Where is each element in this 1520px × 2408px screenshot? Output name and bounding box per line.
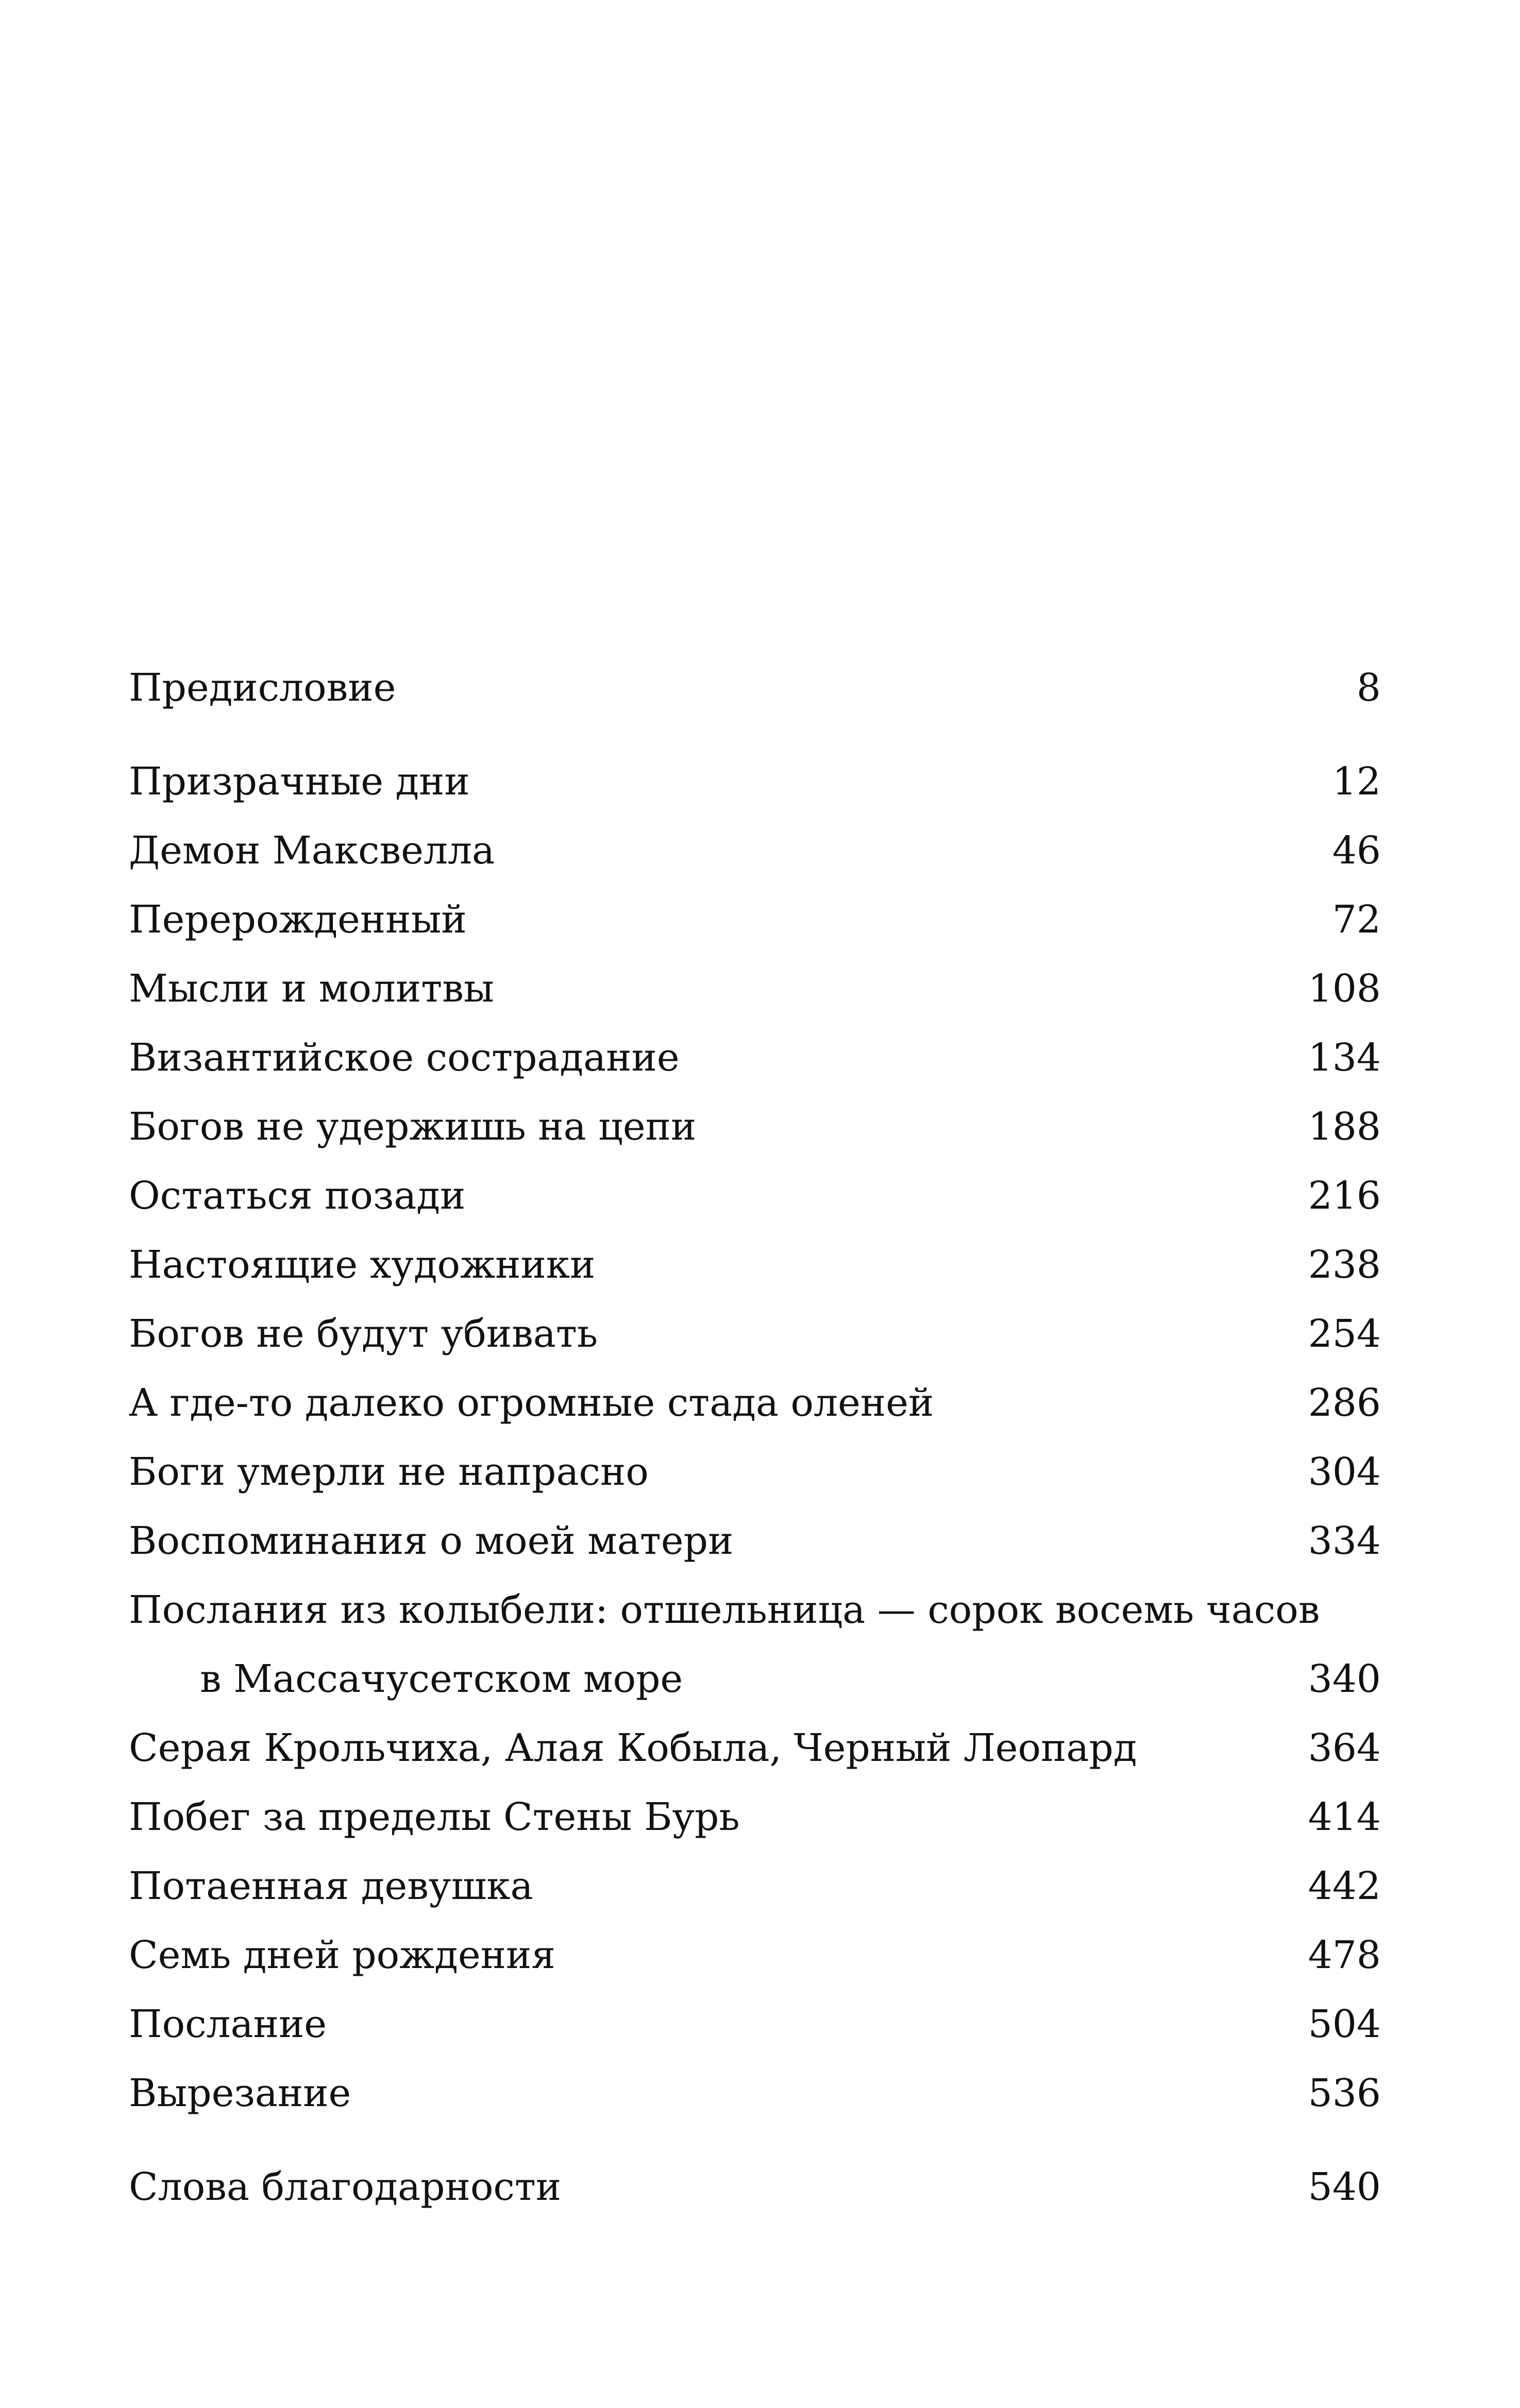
toc-entry-title: Настоящие художники (129, 1243, 596, 1287)
toc-entry (129, 747, 1381, 816)
toc-entry (129, 1161, 1381, 1230)
toc-entry-title: Богов не удержишь на цепи (129, 1105, 697, 1149)
toc-entry (129, 1023, 1381, 1092)
toc-entry-page: 8 (1356, 666, 1381, 710)
toc-entry-title: Серая Крольчиха, Алая Кобыла, Черный Леопард (129, 1726, 1137, 1770)
toc-entry-page: 364 (1308, 1726, 1381, 1770)
toc-entry-title: Мысли и молитвы (129, 966, 494, 1011)
toc-entry-page: 478 (1308, 1933, 1381, 1977)
toc-entry-page: 72 (1332, 897, 1381, 942)
toc-entry (129, 816, 1381, 885)
toc-entry-first-line (129, 1575, 1381, 1644)
toc-entry-page: 134 (1308, 1036, 1381, 1080)
toc-entry-continuation (129, 1644, 1381, 1714)
toc-entry (129, 1368, 1381, 1437)
toc-entry-acknowledgements (129, 2152, 1381, 2222)
toc-entry-title: Вырезание (129, 2071, 351, 2115)
toc-entry-page: 442 (1308, 1864, 1381, 1908)
toc-entry-title: Побег за пределы Стены Бурь (129, 1795, 740, 1839)
toc-entry-title: Послание (129, 2002, 327, 2046)
table-of-contents (129, 653, 1381, 2222)
toc-entry-title: Потаенная девушка (129, 1864, 533, 1908)
toc-entry-title: Призрачные дни (129, 759, 470, 804)
toc-entry-title: Демон Максвелла (129, 828, 495, 873)
toc-entry (129, 1437, 1381, 1506)
toc-entry-title: А где-то далеко огромные стада оленей (129, 1381, 934, 1425)
toc-entry (129, 1299, 1381, 1368)
toc-entry-title: Боги умерли не напрасно (129, 1450, 649, 1494)
toc-entry-page: 340 (1308, 1657, 1381, 1701)
toc-entry-preface (129, 653, 1381, 722)
toc-entry-title: Остаться позади (129, 1174, 466, 1218)
toc-entry-title: Перерожденный (129, 897, 467, 942)
toc-entry-title: Семь дней рождения (129, 1933, 555, 1977)
toc-entry-title: Богов не будут убивать (129, 1312, 598, 1356)
toc-entry-page: 286 (1308, 1381, 1381, 1425)
toc-entry-title: Слова благодарности (129, 2165, 562, 2209)
toc-entry-page: 12 (1332, 759, 1381, 804)
toc-entry-page: 536 (1308, 2071, 1381, 2115)
toc-entry (129, 1092, 1381, 1161)
toc-entry (129, 1990, 1381, 2059)
toc-entry-page: 188 (1308, 1105, 1381, 1149)
toc-entry-title: Предисловие (129, 666, 396, 710)
toc-entry-title: Византийское сострадание (129, 1036, 680, 1080)
toc-entry-page: 334 (1308, 1519, 1381, 1563)
toc-entry-page: 108 (1308, 966, 1381, 1011)
toc-entry (129, 1921, 1381, 1990)
toc-entry-page: 238 (1308, 1243, 1381, 1287)
toc-entry-page: 46 (1332, 828, 1381, 873)
toc-entry-page: 414 (1308, 1795, 1381, 1839)
toc-entry-page: 540 (1308, 2165, 1381, 2209)
toc-entry (129, 885, 1381, 954)
toc-entry-page: 254 (1308, 1312, 1381, 1356)
toc-entry (129, 2059, 1381, 2128)
toc-entry-title: Послания из колыбели: отшельница — сорок восемь часов (129, 1588, 1320, 1632)
toc-entry-page: 504 (1308, 2002, 1381, 2046)
toc-entry-page: 216 (1308, 1174, 1381, 1218)
toc-entry-title: Воспоминания о моей матери (129, 1519, 734, 1563)
toc-entry-title-continuation: в Массачусетском море (200, 1657, 683, 1701)
toc-entry (129, 1230, 1381, 1299)
toc-entry (129, 1783, 1381, 1852)
toc-entry (129, 1852, 1381, 1921)
toc-entry (129, 1506, 1381, 1575)
toc-entry (129, 954, 1381, 1023)
toc-entry-page: 304 (1308, 1450, 1381, 1494)
toc-entry (129, 1714, 1381, 1783)
